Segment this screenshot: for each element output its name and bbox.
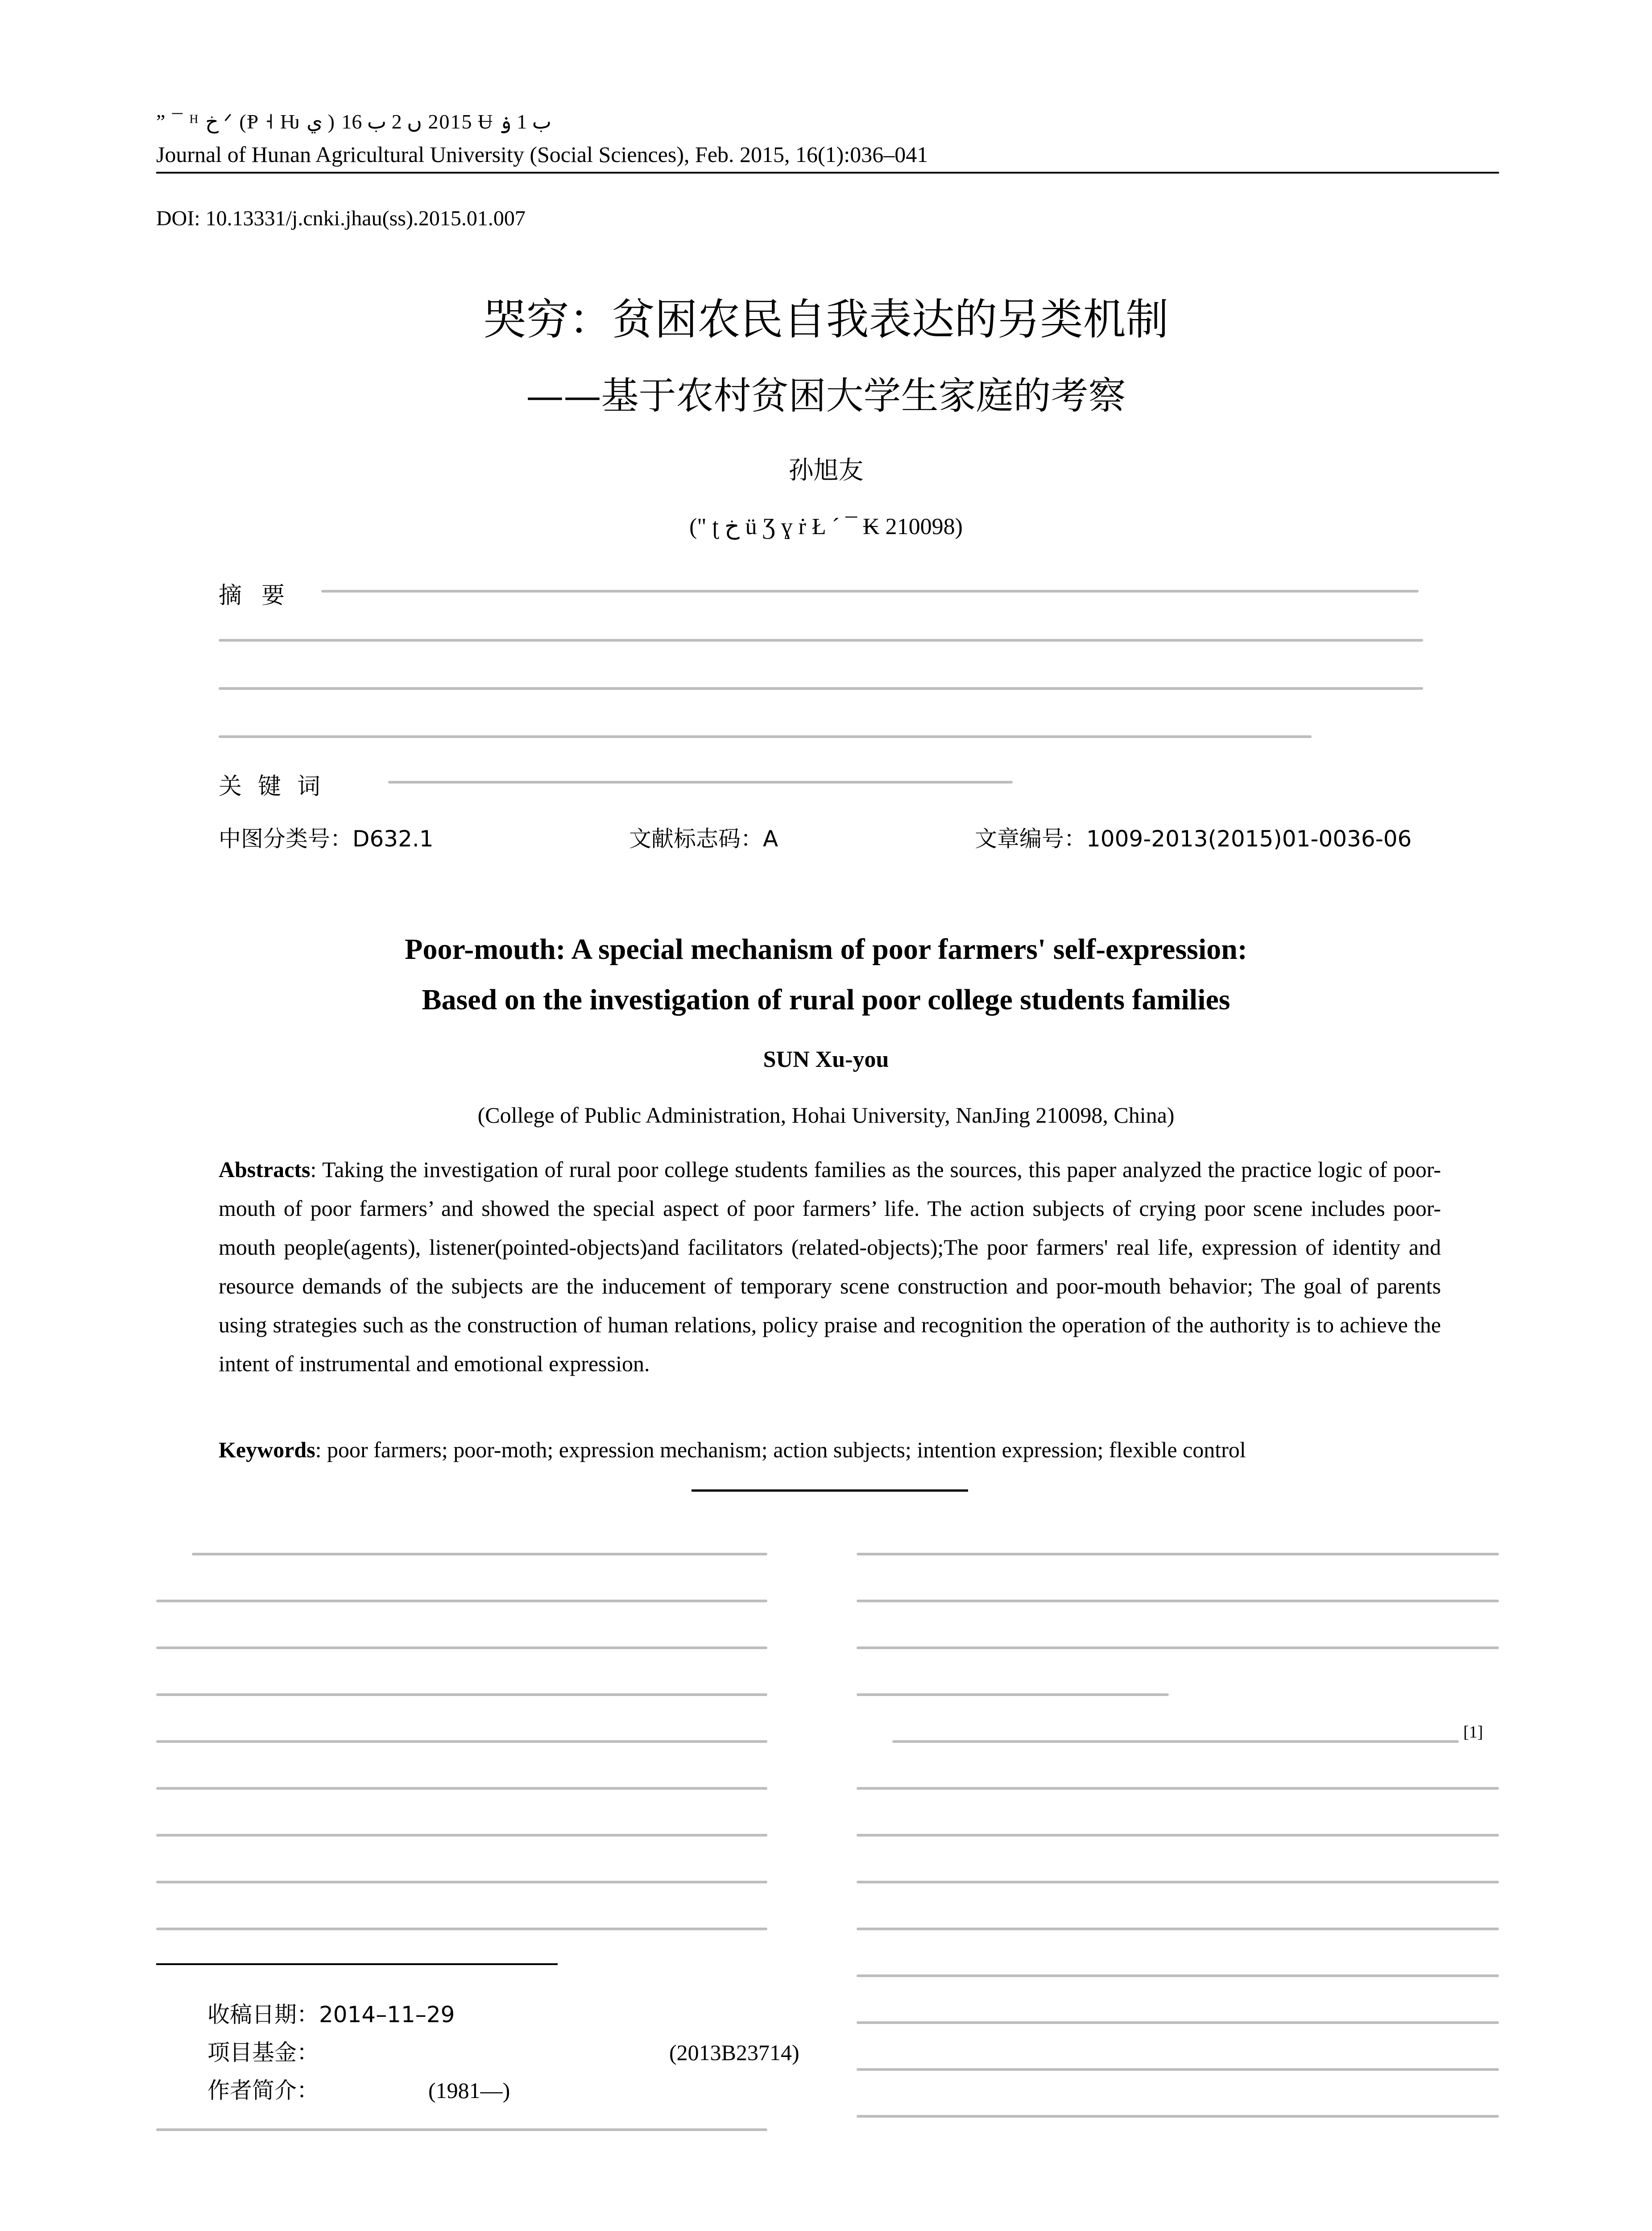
document-code: 文献标志码：A (629, 826, 778, 852)
footnote-divider (156, 1963, 558, 1965)
paper-subtitle-zh: ——基于农村贫困大学生家庭的考察 (526, 374, 1126, 418)
doi[interactable]: DOI: 10.13331/j.cnki.jhau(ss).2015.01.007 (156, 207, 526, 230)
abstract-en-label: Abstracts (219, 1157, 311, 1182)
keywords-en-text: : poor farmers; poor-moth; expression mechanism; action subjects; intention expression; flexible control (315, 1437, 1246, 1462)
paper-title-en-line1: Poor-mouth: A special mechanism of poor farmers' self-expression: (405, 933, 1247, 966)
paper-title-zh: 哭穷：贫困农民自我表达的另类机制 (483, 294, 1169, 344)
abstract-en (219, 1150, 1441, 1383)
footnote-fund: 项目基金： (2013B23714) (207, 2040, 799, 2065)
keywords-label-zh: 关键词 (219, 773, 337, 800)
footnote-author: 作者简介： (1981—) (207, 2078, 510, 2103)
footnote-author-continued (156, 2128, 767, 2131)
author-name-en: SUN Xu-you (763, 1047, 889, 1072)
journal-native-line: ” ¯ ᴴ ﺥ ᐟ (Ᵽ ˧ Ƕ ي ) 2015 ں 2 ب 16 Ʉ ب 1 ۏ (156, 110, 551, 133)
author-affiliation-zh: (" ʈ ﺥ ü Ʒ ɣ ṙ Ł ´ ¯ ₭ 210098) (689, 514, 963, 539)
header-divider (156, 172, 1499, 174)
abstract-label-zh: 摘要 (219, 582, 305, 609)
author-affiliation-en: (College of Public Administration, Hohai University, NanJing 210098, China) (477, 1103, 1175, 1128)
keywords-zh-body (388, 781, 1013, 784)
keywords-en-label: Keywords (219, 1437, 315, 1462)
section-divider (691, 1489, 968, 1492)
paper-title-en-line2: Based on the investigation of rural poor college students families (422, 983, 1230, 1016)
citation-marker[interactable]: [1] (1463, 1723, 1483, 1742)
journal-citation: Journal of Hunan Agricultural University (Social Sciences), Feb. 2015, 16(1):036–041 (156, 142, 928, 167)
article-number: 文章编号：1009-2013(2015)01-0036-06 (975, 826, 1412, 852)
abstract-en-text: : Taking the investigation of rural poor college students families as the sources, this paper analyzed the practice logic of poor-mouth of poor farmers’ and showed the special aspect of poor farmers’ life. The action subjects of crying poor scene includes poor-mouth people(agents), listener(pointed-objects)and facilitators (related-objects);The poor farmers' real life, expression of identity and resource demands of the subjects are the inducement of temporary scene construction and poor-mouth behavior; The goal of parents using strategies such as the construction of human relations, policy praise and recognition the operation of the authority is to achieve the intent of instrumental and emotional expression. (219, 1157, 1441, 1376)
keywords-en (219, 1437, 1441, 1463)
footnote-received: 收稿日期：2014–11–29 (207, 2002, 455, 2028)
clc-number: 中图分类号：D632.1 (219, 826, 434, 852)
author-name-zh: 孙旭友 (788, 456, 864, 485)
